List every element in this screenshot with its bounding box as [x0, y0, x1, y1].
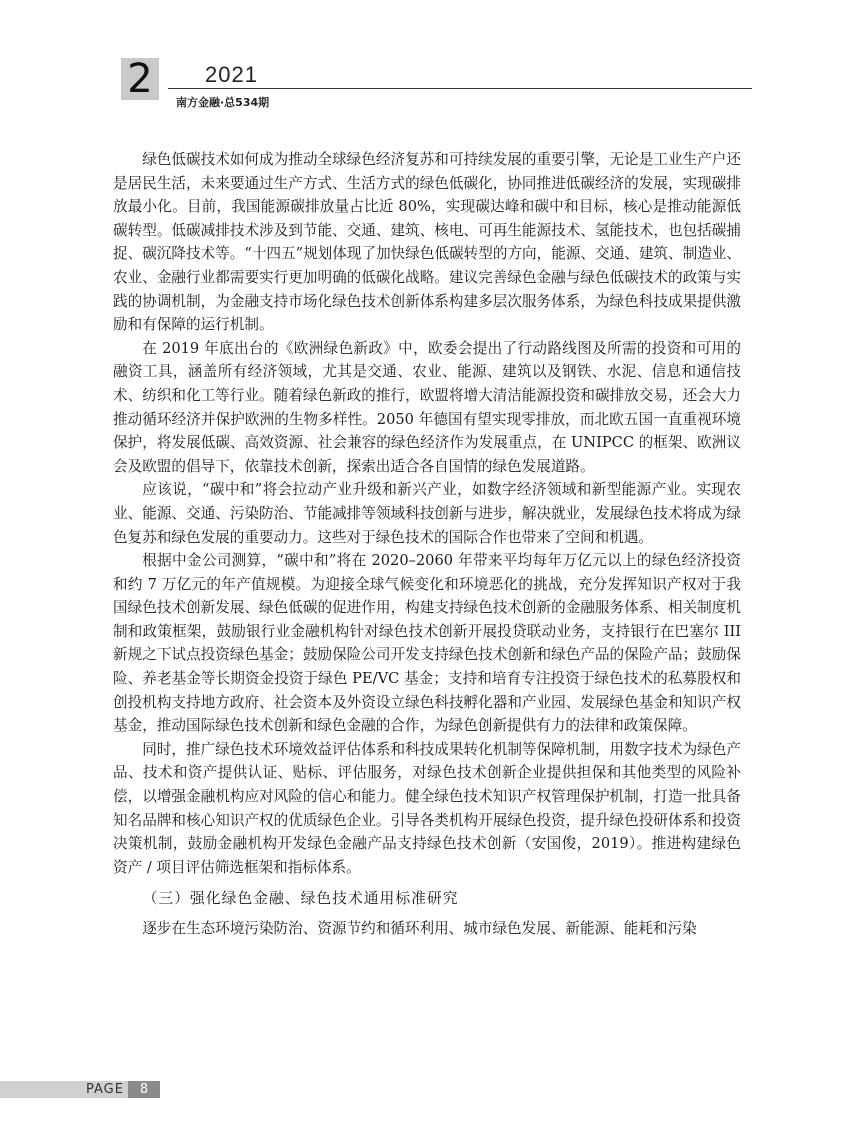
footer-page-number: 8	[128, 1081, 160, 1098]
paragraph-2: 在 2019 年底出台的《欧洲绿色新政》中，欧委会提出了行动路线图及所需的投资和可用的融资工具，涵盖所有经济领域，尤其是交通、农业、能源、建筑以及钢铁、水泥、信息和通信技术、纺织和化工等行业。随着绿色新政的推行，欧盟将增大清洁能源投资和碳排放交易，还会大力推动循环经济并保护欧洲的生物多样性。2050 年德国有望实现零排放，而北欧五国一直重视环境保护，将发展低碳、高效资源、社会兼容的绿色经济作为发展重点，在 UNIPCC 的框架、欧洲议会及欧盟的倡导下，依靠技术创新，探索出适合各自国情的绿色发展道路。	[113, 339, 741, 475]
header-rule	[168, 88, 752, 89]
paragraph-4: 根据中金公司测算，“碳中和”将在 2020–2060 年带来平均每年万亿元以上的绿色经济投资和约 7 万亿元的年产值规模。为迎接全球气候变化和环境恶化的挑战，充分发挥知识产权对于我国绿色技术创新发展、绿色低碳的促进作用，构建支持绿色技术创新的金融服务体系、相关制度机制和政策框架，鼓励银行业金融机构针对绿色技术创新开展投贷联动业务，支持银行在巴塞尔 III 新规之下试点投资绿色基金；鼓励保险公司开发支持绿色技术创新和绿色产品的保险产品；鼓励保险、养老基金等长期资金投资于绿色 PE/VC 基金；支持和培育专注投资于绿色技术的私募股权和创投机构支持地方政府、社会资本及外资设立绿色科技孵化器和产业园、发展绿色基金和知识产权基金，推动国际绿色技术创新和绿色金融的合作，为绿色创新提供有力的法律和政策保障。	[113, 552, 741, 735]
paragraph-1: 绿色低碳技术如何成为推动全球绿色经济复苏和可持续发展的重要引擎，无论是工业生产户还是居民生活，未来要通过生产方式、生活方式的绿色低碳化，协同推进低碳经济的发展，实现碳排放最小化。目前，我国能源碳排放量占比近 80%，实现碳达峰和碳中和目标，核心是推动能源低碳转型。低碳减排技术涉及到节能、交通、建筑、核电、可再生能源技术、氢能技术，也包括碳捕捉、碳沉降技术等。“十四五”规划体现了加快绿色低碳转型的方向，能源、交通、建筑、制造业、农业、金融行业都需要实行更加明确的低碳化战略。建议完善绿色金融与绿色低碳技术的政策与实践的协调机制，为金融支持市场化绿色技术创新体系构建多层次服务体系，为绿色科技成果提供激励和有保障的运行机制。	[113, 151, 741, 334]
footer-page-label: PAGE	[86, 1082, 124, 1097]
paragraph-6: 逐步在生态环境污染防治、资源节约和循环利用、城市绿色发展、新能源、能耗和污染	[142, 920, 697, 937]
paragraph-3: 应该说，“碳中和”将会拉动产业升级和新兴产业，如数字经济领域和新型能源产业。实现农业、能源、交通、污染防治、节能减排等领域科技创新与进步，解决就业，发展绿色技术将成为绿色复苏和绿色发展的重要动力。这些对于绿色技术的国际合作也带来了空间和机遇。	[113, 481, 741, 546]
header-year: 2021	[205, 62, 258, 87]
journal-issue-label: 南方金融·总534期	[176, 96, 270, 109]
issue-number-badge: 2	[121, 58, 159, 100]
paragraph-5: 同时，推广绿色技术环境效益评估体系和科技成果转化机制等保障机制，用数字技术为绿色产品、技术和资产提供认证、贴标、评估服务，对绿色技术创新企业提供担保和其他类型的风险补偿，以增强金融机构应对风险的信心和能力。健全绿色技术知识产权管理保护机制，打造一批具备知名品牌和核心知识产权的优质绿色企业。引导各类机构开展绿色投资，提升绿色投研体系和投资决策机制，鼓励金融机构开发绿色金融产品支持绿色技术创新（安国俊，2019）。推进构建绿色资产 / 项目评估筛选框架和指标体系。	[113, 740, 741, 876]
article-body	[113, 148, 741, 941]
section-heading: （三）强化绿色金融、绿色技术通用标准研究	[142, 890, 459, 908]
